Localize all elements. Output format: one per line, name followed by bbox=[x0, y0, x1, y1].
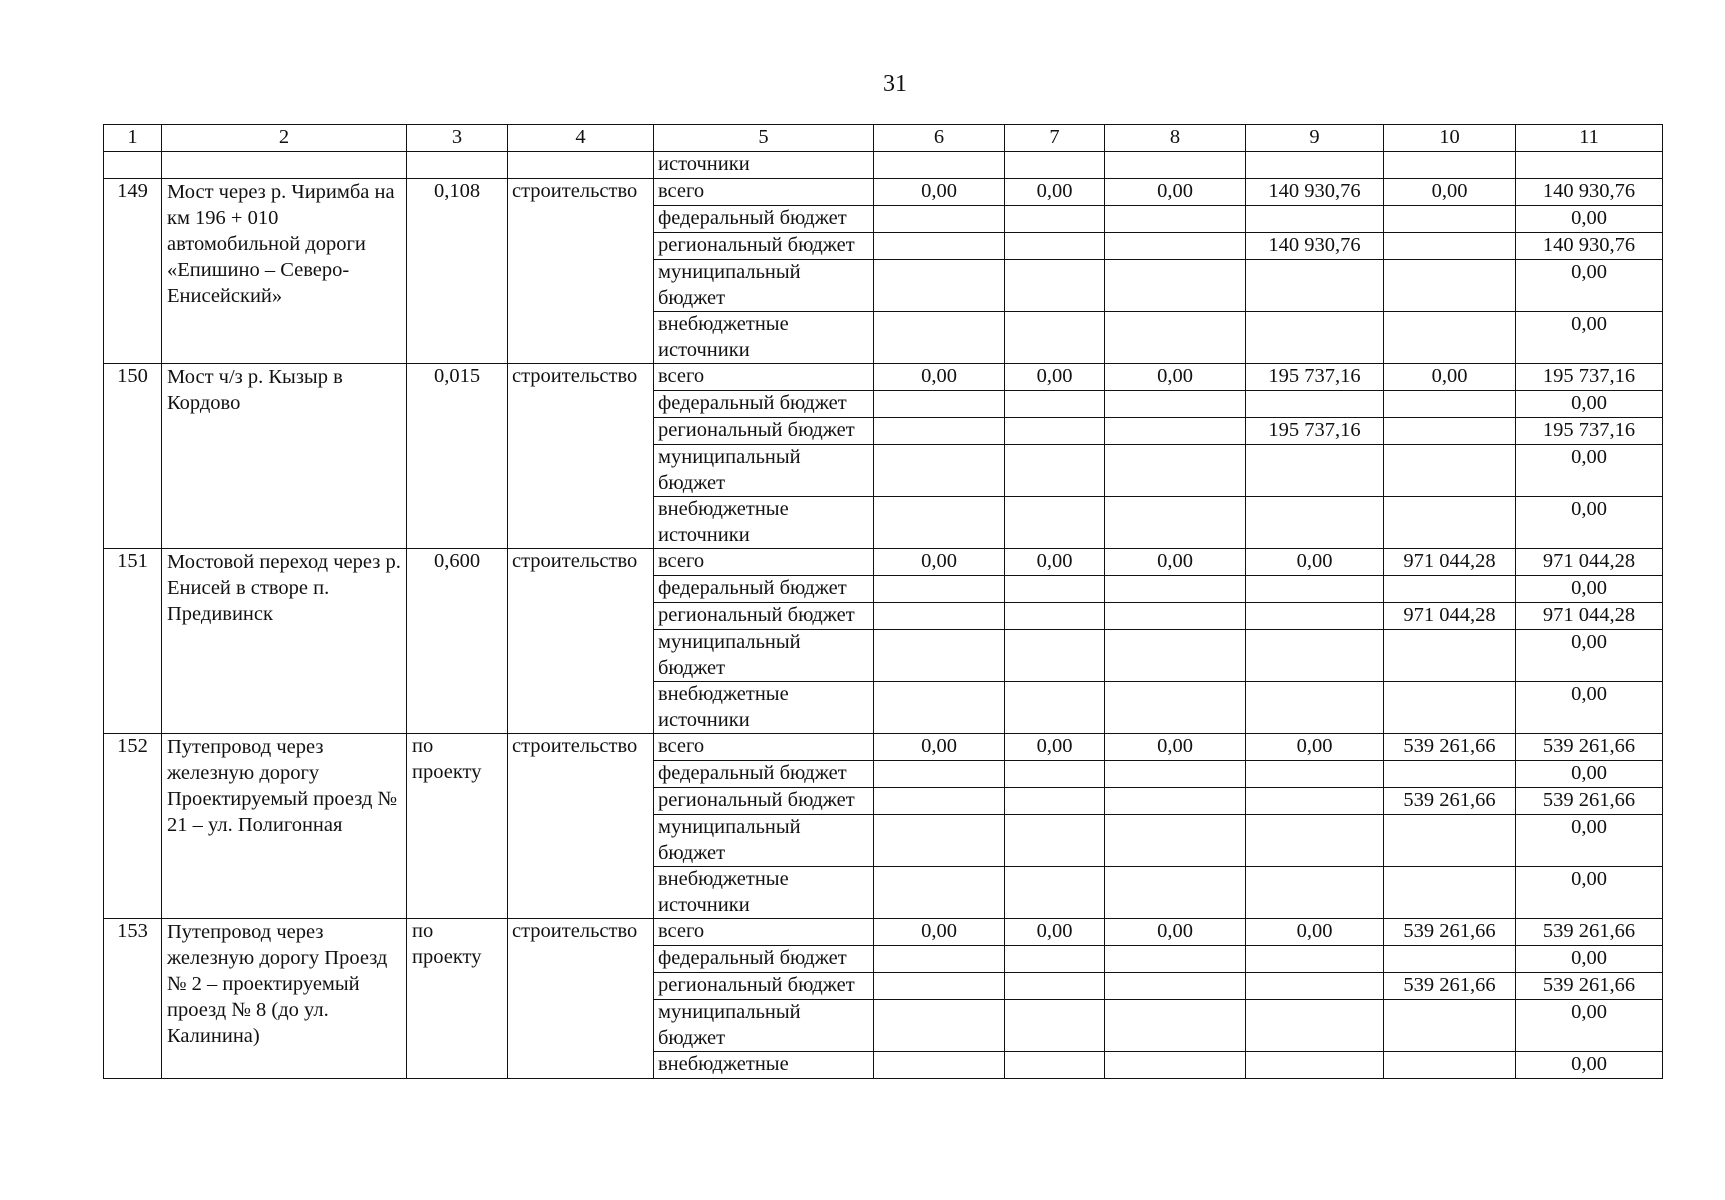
column-header: 5 bbox=[654, 125, 874, 152]
amount-cell: 0,00 bbox=[874, 549, 1005, 576]
amount-cell: 0,00 bbox=[1516, 867, 1663, 919]
amount-cell: 195 737,16 bbox=[1246, 364, 1384, 391]
work-type: строительство bbox=[508, 364, 654, 549]
source-label: муниципальный бюджет bbox=[654, 630, 874, 682]
amount-cell: 0,00 bbox=[1516, 312, 1663, 364]
budget-table bbox=[103, 124, 1663, 1079]
amount-cell: 0,00 bbox=[1384, 179, 1516, 206]
column-header: 2 bbox=[162, 125, 407, 152]
source-label: муниципальный бюджет bbox=[654, 260, 874, 312]
amount-cell: 0,00 bbox=[1005, 919, 1105, 946]
amount-cell: 195 737,16 bbox=[1516, 364, 1663, 391]
source-label: региональный бюджет bbox=[654, 233, 874, 260]
column-header: 10 bbox=[1384, 125, 1516, 152]
amount-cell: 0,00 bbox=[1246, 734, 1384, 761]
amount-cell: 0,00 bbox=[874, 364, 1005, 391]
amount-cell: 0,00 bbox=[874, 734, 1005, 761]
amount-cell: 539 261,66 bbox=[1384, 919, 1516, 946]
source-label: всего bbox=[654, 734, 874, 761]
amount-cell: 0,00 bbox=[1005, 364, 1105, 391]
object-name: Мост через р. Чиримба на км 196 + 010 автомобильной дороги «Епишино – Северо-Енисейский» bbox=[162, 179, 407, 364]
column-header: 3 bbox=[407, 125, 508, 152]
source-label: муниципальный бюджет bbox=[654, 1000, 874, 1052]
item-number: 151 bbox=[104, 549, 162, 734]
item-number: 153 bbox=[104, 919, 162, 1079]
source-label: источники bbox=[654, 152, 874, 179]
amount-cell: 0,00 bbox=[1516, 1052, 1663, 1079]
amount-cell: 0,00 bbox=[1005, 734, 1105, 761]
amount-cell: 0,00 bbox=[1105, 364, 1246, 391]
item-number: 152 bbox=[104, 734, 162, 919]
amount-cell: 140 930,76 bbox=[1516, 233, 1663, 260]
amount-cell: 0,00 bbox=[1516, 630, 1663, 682]
object-length: по проекту bbox=[407, 734, 508, 919]
amount-cell: 539 261,66 bbox=[1516, 919, 1663, 946]
amount-cell: 0,00 bbox=[1105, 919, 1246, 946]
amount-cell: 0,00 bbox=[1516, 260, 1663, 312]
amount-cell: 140 930,76 bbox=[1516, 179, 1663, 206]
source-label: всего bbox=[654, 364, 874, 391]
item-total-row bbox=[104, 364, 1663, 391]
object-length: по проекту bbox=[407, 919, 508, 1079]
source-label: федеральный бюджет bbox=[654, 761, 874, 788]
amount-cell: 539 261,66 bbox=[1384, 973, 1516, 1000]
amount-cell: 0,00 bbox=[1105, 734, 1246, 761]
amount-cell: 0,00 bbox=[1384, 364, 1516, 391]
column-header: 4 bbox=[508, 125, 654, 152]
column-header: 8 bbox=[1105, 125, 1246, 152]
work-type: строительство bbox=[508, 734, 654, 919]
source-label: муниципальный бюджет bbox=[654, 815, 874, 867]
page-number: 31 bbox=[883, 71, 907, 97]
amount-cell: 971 044,28 bbox=[1516, 603, 1663, 630]
amount-cell: 0,00 bbox=[1516, 391, 1663, 418]
amount-cell: 0,00 bbox=[1105, 179, 1246, 206]
amount-cell bbox=[1246, 973, 1384, 1000]
item-total-row bbox=[104, 919, 1663, 946]
amount-cell: 140 930,76 bbox=[1246, 179, 1384, 206]
amount-cell: 0,00 bbox=[874, 919, 1005, 946]
object-name: Мост ч/з р. Кызыр в Кордово bbox=[162, 364, 407, 549]
column-header: 11 bbox=[1516, 125, 1663, 152]
object-length: 0,600 bbox=[407, 549, 508, 734]
amount-cell: 195 737,16 bbox=[1246, 418, 1384, 445]
source-label: федеральный бюджет bbox=[654, 206, 874, 233]
source-label: внебюджетные источники bbox=[654, 497, 874, 549]
item-number: 149 bbox=[104, 179, 162, 364]
column-header: 9 bbox=[1246, 125, 1384, 152]
source-label: региональный бюджет bbox=[654, 973, 874, 1000]
amount-cell: 0,00 bbox=[874, 179, 1005, 206]
amount-cell: 539 261,66 bbox=[1384, 734, 1516, 761]
work-type: строительство bbox=[508, 549, 654, 734]
source-label: федеральный бюджет bbox=[654, 576, 874, 603]
column-header: 6 bbox=[874, 125, 1005, 152]
source-label: федеральный бюджет bbox=[654, 391, 874, 418]
object-length: 0,108 bbox=[407, 179, 508, 364]
amount-cell: 0,00 bbox=[1516, 761, 1663, 788]
amount-cell: 971 044,28 bbox=[1384, 549, 1516, 576]
object-name: Путепровод через железную дорогу Проектируемый проезд № 21 – ул. Полигонная bbox=[162, 734, 407, 919]
source-label: внебюджетные источники bbox=[654, 682, 874, 734]
item-total-row bbox=[104, 734, 1663, 761]
column-header: 7 bbox=[1005, 125, 1105, 152]
amount-cell: 0,00 bbox=[1246, 919, 1384, 946]
amount-cell bbox=[1246, 603, 1384, 630]
item-total-row bbox=[104, 549, 1663, 576]
amount-cell: 195 737,16 bbox=[1516, 418, 1663, 445]
amount-cell: 0,00 bbox=[1516, 682, 1663, 734]
amount-cell: 140 930,76 bbox=[1246, 233, 1384, 260]
carry-over-row bbox=[104, 152, 1663, 179]
object-length: 0,015 bbox=[407, 364, 508, 549]
amount-cell: 971 044,28 bbox=[1516, 549, 1663, 576]
source-label: региональный бюджет bbox=[654, 788, 874, 815]
work-type: строительство bbox=[508, 919, 654, 1079]
column-number-row bbox=[104, 125, 1663, 152]
amount-cell: 0,00 bbox=[1246, 549, 1384, 576]
amount-cell: 0,00 bbox=[1516, 815, 1663, 867]
amount-cell: 0,00 bbox=[1516, 497, 1663, 549]
source-label: внебюджетные источники bbox=[654, 867, 874, 919]
item-number: 150 bbox=[104, 364, 162, 549]
amount-cell: 0,00 bbox=[1005, 179, 1105, 206]
amount-cell bbox=[1384, 233, 1516, 260]
source-label: всего bbox=[654, 549, 874, 576]
object-name: Путепровод через железную дорогу Проезд № 2 – проектируемый проезд № 8 (до ул. Калинина) bbox=[162, 919, 407, 1079]
source-label: всего bbox=[654, 919, 874, 946]
amount-cell: 0,00 bbox=[1516, 946, 1663, 973]
amount-cell: 971 044,28 bbox=[1384, 603, 1516, 630]
amount-cell: 0,00 bbox=[1516, 206, 1663, 233]
object-name: Мостовой переход через р. Енисей в створе п. Предивинск bbox=[162, 549, 407, 734]
source-label: федеральный бюджет bbox=[654, 946, 874, 973]
amount-cell: 0,00 bbox=[1516, 576, 1663, 603]
amount-cell: 539 261,66 bbox=[1384, 788, 1516, 815]
source-label: муниципальный бюджет bbox=[654, 445, 874, 497]
amount-cell: 539 261,66 bbox=[1516, 788, 1663, 815]
work-type: строительство bbox=[508, 179, 654, 364]
source-label: внебюджетные bbox=[654, 1052, 874, 1079]
item-total-row bbox=[104, 179, 1663, 206]
amount-cell: 0,00 bbox=[1005, 549, 1105, 576]
amount-cell: 539 261,66 bbox=[1516, 973, 1663, 1000]
column-header: 1 bbox=[104, 125, 162, 152]
amount-cell: 0,00 bbox=[1105, 549, 1246, 576]
source-label: региональный бюджет bbox=[654, 418, 874, 445]
source-label: региональный бюджет bbox=[654, 603, 874, 630]
amount-cell: 0,00 bbox=[1516, 1000, 1663, 1052]
amount-cell bbox=[1246, 788, 1384, 815]
source-label: внебюджетные источники bbox=[654, 312, 874, 364]
source-label: всего bbox=[654, 179, 874, 206]
amount-cell bbox=[1384, 418, 1516, 445]
amount-cell: 0,00 bbox=[1516, 445, 1663, 497]
amount-cell: 539 261,66 bbox=[1516, 734, 1663, 761]
